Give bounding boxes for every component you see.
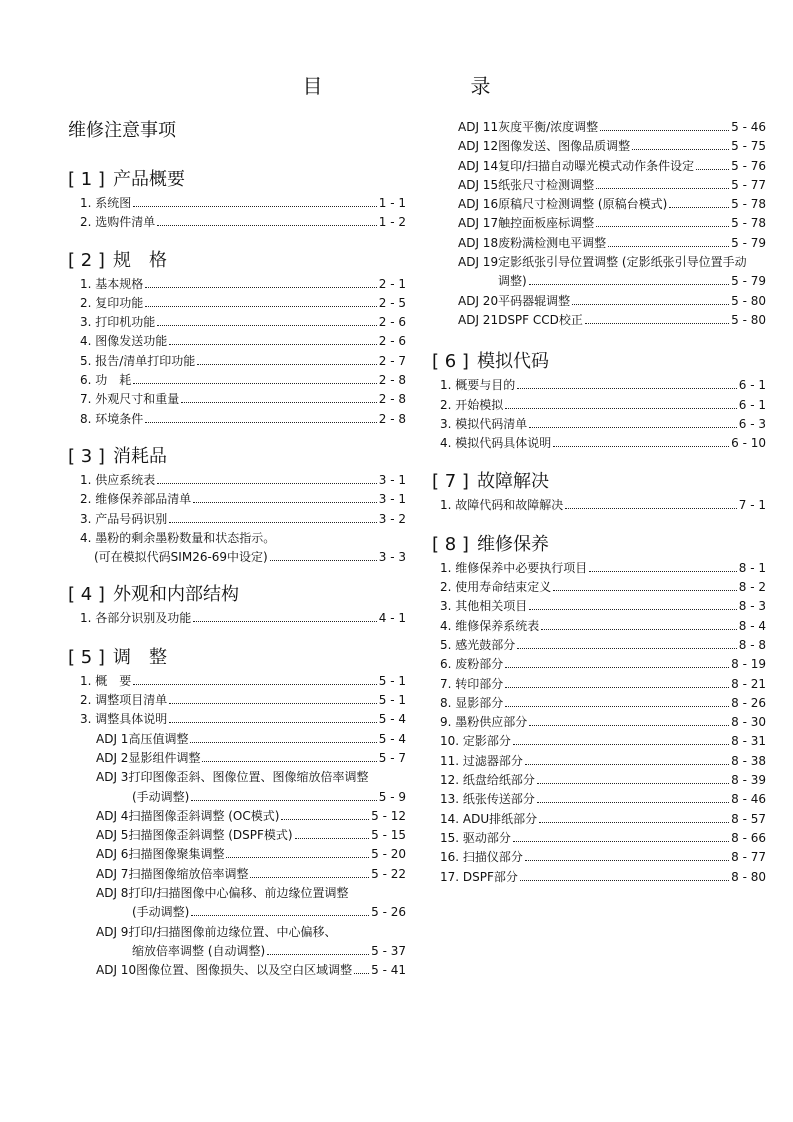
toc-entry[interactable]: 14. ADU排纸部分 8 - 57 xyxy=(440,811,766,826)
toc-entry[interactable]: 4. 维修保养系统表 8 - 4 xyxy=(440,618,766,633)
toc-entry-adj[interactable]: (手动调整) 5 - 9 xyxy=(132,789,406,804)
section-title: 故障解决 xyxy=(476,471,549,493)
toc-entry[interactable]: (可在模拟代码SIM26-69中设定) 3 - 3 xyxy=(94,550,406,565)
toc-entry[interactable]: 3. 模拟代码清单 6 - 3 xyxy=(440,416,766,431)
toc-entry[interactable]: 3. 调整具体说明 5 - 4 xyxy=(80,712,406,727)
toc-entry[interactable]: 1. 各部分识别及功能 4 - 1 xyxy=(80,611,406,626)
section-title: 消耗品 xyxy=(112,445,167,467)
toc-entry[interactable]: 12. 纸盘给纸部分 8 - 39 xyxy=(440,773,766,788)
toc-entry-adj[interactable]: 调整) 5 - 79 xyxy=(498,274,766,289)
toc-entry[interactable]: 6. 功 耗 2 - 8 xyxy=(80,373,406,388)
toc-entry-line[interactable]: ADJ 3打印图像歪斜、图像位置、图像缩放倍率调整 xyxy=(96,770,369,785)
toc-entry[interactable]: 8. 显影部分 8 - 26 xyxy=(440,695,766,710)
toc-entry[interactable]: 5. 报告/清单打印功能 2 - 7 xyxy=(80,353,406,368)
toc-entry[interactable]: 1. 概 要 5 - 1 xyxy=(80,673,406,688)
section-7-heading xyxy=(432,470,766,494)
toc-entry-adj[interactable]: ADJ 7扫描图像缩放倍率调整 5 - 22 xyxy=(96,866,406,881)
toc-entry-adj[interactable]: ADJ 21DSPF CCD校正 5 - 80 xyxy=(458,312,766,327)
section-number: [ 1 ] xyxy=(68,169,105,190)
toc-entry[interactable]: 1. 系统图 1 - 1 xyxy=(80,196,406,210)
toc-entry[interactable]: 11. 过滤器部分 8 - 38 xyxy=(440,753,766,768)
section-5-heading xyxy=(68,646,406,670)
section-title: 维修保养 xyxy=(476,533,549,555)
toc-entry[interactable]: 9. 墨粉供应部分 8 - 30 xyxy=(440,715,766,730)
toc-entry-line[interactable]: ADJ 9打印/扫描图像前边缘位置、中心偏移、 xyxy=(96,924,337,939)
section-4-heading xyxy=(68,583,406,607)
toc-entry[interactable]: 8. 环境条件 2 - 8 xyxy=(80,411,406,426)
toc-entry[interactable]: 13. 纸张传送部分 8 - 46 xyxy=(440,792,766,807)
toc-entry[interactable]: 2. 使用寿命结束定义 8 - 2 xyxy=(440,580,766,595)
toc-entry[interactable]: 10. 定影部分 8 - 31 xyxy=(440,734,766,749)
toc-entry[interactable]: 1. 维修保养中必要执行项目 8 - 1 xyxy=(440,560,766,575)
section-3-heading xyxy=(68,445,406,469)
toc-entry-adj[interactable]: ADJ 10图像位置、图像损失、以及空白区域调整 5 - 41 xyxy=(96,963,406,978)
toc-entry-adj[interactable]: ADJ 15纸张尺寸检测调整 5 - 77 xyxy=(458,177,766,192)
toc-entry[interactable]: 3. 其他相关项目 8 - 3 xyxy=(440,599,766,614)
toc-entry[interactable]: 3. 产品号码识别 3 - 2 xyxy=(80,511,406,526)
section-6-heading xyxy=(432,350,766,374)
section-number: [ 6 ] xyxy=(432,351,469,373)
section-title: 产品概要 xyxy=(112,169,185,190)
section-8-heading xyxy=(432,533,766,557)
toc-entry-adj[interactable]: ADJ 14复印/扫描自动曝光模式动作条件设定 5 - 76 xyxy=(458,158,766,173)
toc-entry[interactable]: 4. 模拟代码具体说明 6 - 10 xyxy=(440,436,766,451)
toc-entry[interactable]: 2. 复印功能 2 - 5 xyxy=(80,295,406,310)
toc-entry-adj[interactable]: ADJ 4扫描图像歪斜调整 (OC模式) 5 - 12 xyxy=(96,808,406,823)
toc-entry[interactable]: 1. 故障代码和故障解决 7 - 1 xyxy=(440,498,766,513)
toc-entry[interactable]: 17. DSPF部分 8 - 80 xyxy=(440,869,766,884)
toc-entry-adj[interactable]: ADJ 12图像发送、图像品质调整 5 - 75 xyxy=(458,139,766,154)
section-number: [ 2 ] xyxy=(68,249,105,271)
toc-entry[interactable]: 2. 选购件清单 1 - 2 xyxy=(80,215,406,230)
section-title: 模拟代码 xyxy=(476,351,549,373)
toc-entry[interactable]: 1. 供应系统表 3 - 1 xyxy=(80,472,406,487)
toc-entry-adj[interactable]: ADJ 1高压值调整 5 - 4 xyxy=(96,731,406,746)
toc-entry-adj[interactable]: ADJ 5扫描图像歪斜调整 (DSPF模式) 5 - 15 xyxy=(96,828,406,843)
section-number: [ 7 ] xyxy=(432,471,469,493)
toc-entry-adj[interactable]: ADJ 18废粉满检测电平调整 5 - 79 xyxy=(458,235,766,250)
toc-entry[interactable]: 1. 概要与目的 6 - 1 xyxy=(440,378,766,393)
page-title: 目 录 xyxy=(302,74,527,98)
section-1-heading xyxy=(68,168,406,192)
section-number: [ 4 ] xyxy=(68,584,105,606)
toc-entry-adj[interactable]: ADJ 6扫描图像聚集调整 5 - 20 xyxy=(96,847,406,862)
toc-entry-adj[interactable]: ADJ 20平码器辊调整 5 - 80 xyxy=(458,293,766,308)
toc-entry-line[interactable]: ADJ 8打印/扫描图像中心偏移、前边缘位置调整 xyxy=(96,886,349,901)
section-number: [ 5 ] xyxy=(68,646,105,668)
toc-entry[interactable]: 6. 废粉部分 8 - 19 xyxy=(440,657,766,672)
toc-entry-adj[interactable]: (手动调整) 5 - 26 xyxy=(132,905,406,920)
toc-entry-adj[interactable]: 缩放倍率调整 (自动调整) 5 - 37 xyxy=(132,943,406,958)
toc-entry-line[interactable]: 4. 墨粉的剩余墨粉数量和状态指示。 xyxy=(80,530,276,545)
toc-entry[interactable]: 5. 感光鼓部分 8 - 8 xyxy=(440,637,766,652)
toc-entry[interactable]: 4. 图像发送功能 2 - 6 xyxy=(80,334,406,349)
maintenance-notes-title: 维修注意事项 xyxy=(68,120,176,141)
toc-entry[interactable]: 2. 调整项目清单 5 - 1 xyxy=(80,693,406,708)
toc-entry[interactable]: 2. 开始模拟 6 - 1 xyxy=(440,397,766,412)
toc-entry-adj[interactable]: ADJ 11灰度平衡/浓度调整 5 - 46 xyxy=(458,120,766,134)
toc-entry[interactable]: 1. 基本规格 2 - 1 xyxy=(80,276,406,291)
toc-entry-adj[interactable]: ADJ 17触控面板座标调整 5 - 78 xyxy=(458,216,766,231)
toc-left-column xyxy=(68,118,406,981)
section-2-heading xyxy=(68,249,406,273)
toc-entry[interactable]: 16. 扫描仪部分 8 - 77 xyxy=(440,850,766,865)
toc-entry-adj[interactable]: ADJ 16原稿尺寸检测调整 (原稿台模式) 5 - 78 xyxy=(458,197,766,212)
toc-entry[interactable]: 7. 外观尺寸和重量 2 - 8 xyxy=(80,392,406,407)
toc-entry[interactable]: 15. 驱动部分 8 - 66 xyxy=(440,830,766,845)
toc-right-column xyxy=(432,118,766,887)
toc-entry[interactable]: 3. 打印机功能 2 - 6 xyxy=(80,315,406,330)
toc-entry[interactable]: 2. 维修保养部品清单 3 - 1 xyxy=(80,492,406,507)
section-title: 调 整 xyxy=(112,646,167,668)
section-number: [ 3 ] xyxy=(68,445,105,467)
toc-entry-adj[interactable]: ADJ 2显影组件调整 5 - 7 xyxy=(96,750,406,765)
section-title: 外观和内部结构 xyxy=(112,584,239,606)
toc-entry-line[interactable]: ADJ 19定影纸张引导位置调整 (定影纸张引导位置手动 xyxy=(458,255,747,270)
toc-entry[interactable]: 7. 转印部分 8 - 21 xyxy=(440,676,766,691)
section-title: 规 格 xyxy=(112,249,167,271)
section-number: [ 8 ] xyxy=(432,533,469,555)
